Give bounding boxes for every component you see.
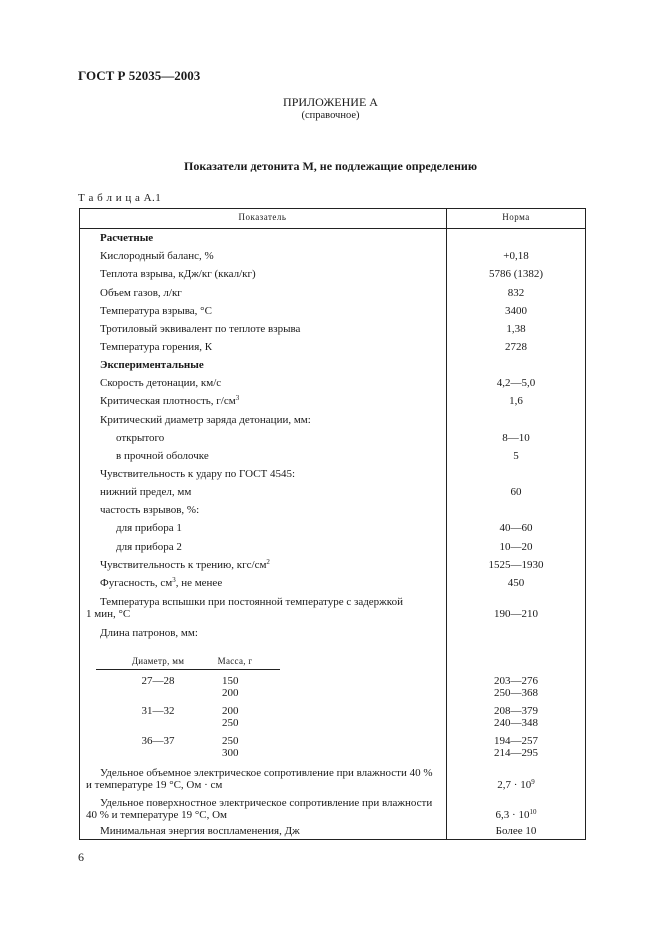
row-value: 190—210 [494,608,538,620]
row-label: Чувствительность к трению, кгс/$см^2$ [100,558,270,571]
column-header-indicator: Показатель [238,212,287,222]
row-label: для прибора 1 [116,522,182,534]
subtable-header-diameter: Диаметр, мм [131,656,185,666]
row-value: 5 [513,450,519,462]
cartridge-mass: 150 [222,675,239,687]
row-value: +0,18 [503,250,529,262]
row-label: Скорость детонации, км/с [100,377,222,389]
row-label: и температуре 19 °С, Ом · см [86,779,223,791]
row-label: Критическая плотность, $г/см^3$ [100,394,240,407]
cartridge-length: 240—348 [494,717,538,729]
row-label: для прибора 2 [116,541,182,553]
row-value: $6,3 \cdot 10^{10}$ [495,808,537,821]
row-label: Чувствительность к удару по ГОСТ 4545: [100,468,296,480]
row-value: 450 [507,577,525,589]
row-label: Теплота взрыва, кДж/кг (ккал/кг) [100,268,256,280]
row-label: в прочной оболочке [116,450,209,462]
row-label: 1 мин, °С [86,608,131,620]
row-label: Длина патронов, мм: [100,627,198,639]
row-value: 10—20 [499,541,533,553]
row-label: Температура взрыва, °С [100,305,212,317]
document-header: ГОСТ Р 52035—2003 [78,68,201,83]
page-number: 6 [78,850,84,864]
row-value: 832 [507,287,525,299]
cartridge-mass: 200 [222,705,239,717]
cartridge-length: 250—368 [494,687,538,699]
section-calculated: Расчетные [100,232,154,244]
row-value: Более 10 [495,825,537,837]
cartridge-length: 214—295 [494,747,538,759]
row-value: 3400 [505,305,527,317]
row-label: Удельное объемное электрическое сопротивление при влажности 40 % [100,767,433,779]
appendix-subtitle: (справочное) [301,110,360,121]
page-title: Показатели детонита М, не подлежащие определению [184,159,477,173]
row-label: Температура вспышки при постоянной температуре с задержкой [100,596,403,608]
row-value: 2728 [505,341,527,353]
cartridge-mass: 200 [222,687,239,699]
cartridge-mass: 250 [222,717,239,729]
cartridge-length: 194—257 [494,735,538,747]
row-value: 1525—1930 [488,559,544,571]
column-header-norm: Норма [502,212,530,222]
row-label: Тротиловый эквивалент по теплоте взрыва [100,323,301,335]
cartridge-diameter: 36—37 [141,735,175,747]
subtable-header-mass: Масса, г [217,656,253,666]
row-value: 4,2—5,0 [496,377,536,389]
row-value: 1,38 [506,323,526,335]
cartridge-diameter: 27—28 [141,675,175,687]
table-label: Т а б л и ц а А.1 [78,192,162,204]
row-label: Температура горения, К [100,341,213,353]
cartridge-diameter: 31—32 [141,705,175,717]
row-label: частость взрывов, %: [100,504,200,516]
row-label: открытого [116,432,165,444]
row-label: Кислородный баланс, % [100,250,214,262]
row-label: Удельное поверхностное электрическое сопротивление при влажности [100,797,433,809]
cartridge-mass: 250 [222,735,239,747]
row-label: Объем газов, л/кг [100,287,182,299]
appendix-title: ПРИЛОЖЕНИЕ А [283,95,378,109]
row-value: 1,6 [509,395,523,407]
cartridge-length: 208—379 [494,705,538,717]
row-label: нижний предел, мм [100,486,192,498]
cartridge-length: 203—276 [494,675,538,687]
row-label: Критический диаметр заряда детонации, мм: [100,414,311,426]
row-value: 5786 (1382) [488,268,544,280]
row-label: 40 % и температуре 19 °С, Ом [86,809,228,821]
row-label: Минимальная энергия воспламенения, Дж [100,825,300,837]
row-label: Фугасность, $см^3$, не менее [100,576,223,589]
cartridge-mass: 300 [222,747,239,759]
subtable-rule [96,669,280,670]
row-value: 8—10 [502,432,530,444]
table-header-rule [79,228,586,229]
row-value: 60 [510,486,522,498]
row-value: 40—60 [499,522,533,534]
row-value: $2,7 \cdot 10^9$ [497,778,535,791]
section-experimental: Экспериментальные [100,359,204,371]
